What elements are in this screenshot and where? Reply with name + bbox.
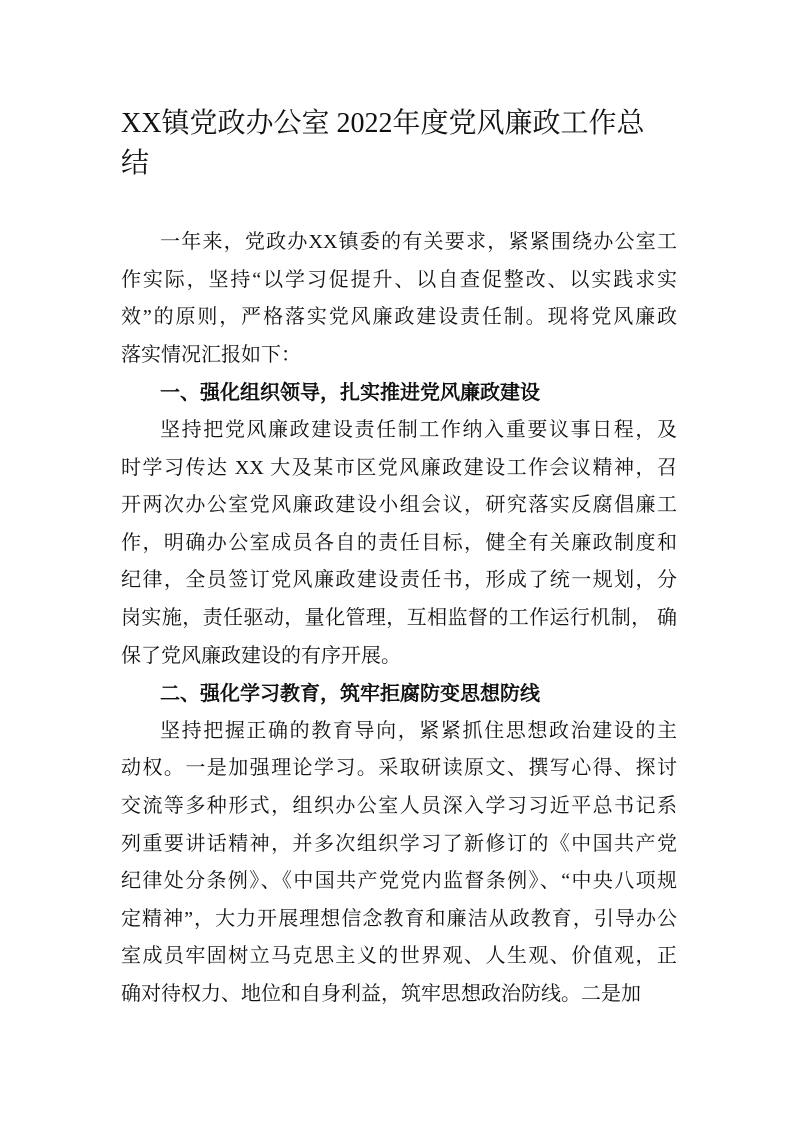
text-line: 二、强化学习教育，筑牢拒腐防变思想防线: [160, 681, 540, 706]
text-line: 岗实施，责任驱动，量化管理，互相监督的工作运行机制， 确: [121, 606, 677, 629]
title-line: XX镇党政办公室 2022年度党风廉政工作总: [121, 108, 645, 139]
text-line: 交流等多种形式，组织办公室人员深入学习习近平总书记系: [121, 794, 677, 817]
text-line: 坚持把党风廉政建设责任制工作纳入重要议事日程，及: [160, 418, 677, 441]
text-line: 时学习传达 XX 大及某市区党风廉政建设工作会议精神，召: [121, 456, 677, 479]
text-line: 室成员牢固树立马克思主义的世界观、人生观、价值观，正: [121, 945, 677, 968]
text-line: 落实情况汇报如下：: [121, 343, 301, 366]
section-heading: [121, 675, 677, 713]
text-line: 效”的原则，严格落实党风廉政建设责任制。现将党风廉政: [121, 306, 677, 329]
text-line: 一年来，党政办XX镇委的有关要求，紧紧围绕办公室工: [160, 231, 677, 253]
text-line: 开两次办公室党风廉政建设小组会议，研究落实反腐倡廉工: [121, 494, 677, 517]
text-line: 保了党风廉政建设的有序开展。: [121, 644, 401, 667]
text-line: 纪律，全员签订党风廉政建设责任书，形成了统一规划，分: [121, 569, 677, 592]
text-line: 坚持把握正确的教育导向，紧紧抓住思想政治建设的主: [160, 719, 677, 742]
text-line: 一、强化组织领导，扎实推进党风廉政建设: [160, 380, 540, 405]
text-line: 定精神”，大力开展理想信念教育和廉洁从政教育，引导办公: [121, 907, 677, 930]
text-line: 动权。一是加强理论学习。采取研读原文、撰写心得、探讨: [121, 757, 677, 780]
paragraph: [121, 713, 677, 1014]
document-body: [121, 224, 677, 1013]
paragraph: [121, 224, 677, 374]
text-line: 作实际，坚持“以学习促提升、以自查促整改、以实践求实: [121, 268, 677, 291]
text-line: 纪律处分条例》、《中国共产党党内监督条例》、“中央八项规: [121, 870, 677, 893]
title-line: 结: [121, 148, 150, 179]
text-line: 作，明确办公室成员各自的责任目标，健全有关廉政制度和: [121, 531, 677, 554]
paragraph: [121, 412, 677, 675]
text-line: 确对待权力、地位和自身利益，筑牢思想政治防线。二是加: [121, 982, 641, 1005]
text-line: 列重要讲话精神，并多次组织学习了新修订的《中国共产党: [121, 832, 677, 855]
document-title: [121, 104, 681, 184]
section-heading: [121, 374, 677, 412]
